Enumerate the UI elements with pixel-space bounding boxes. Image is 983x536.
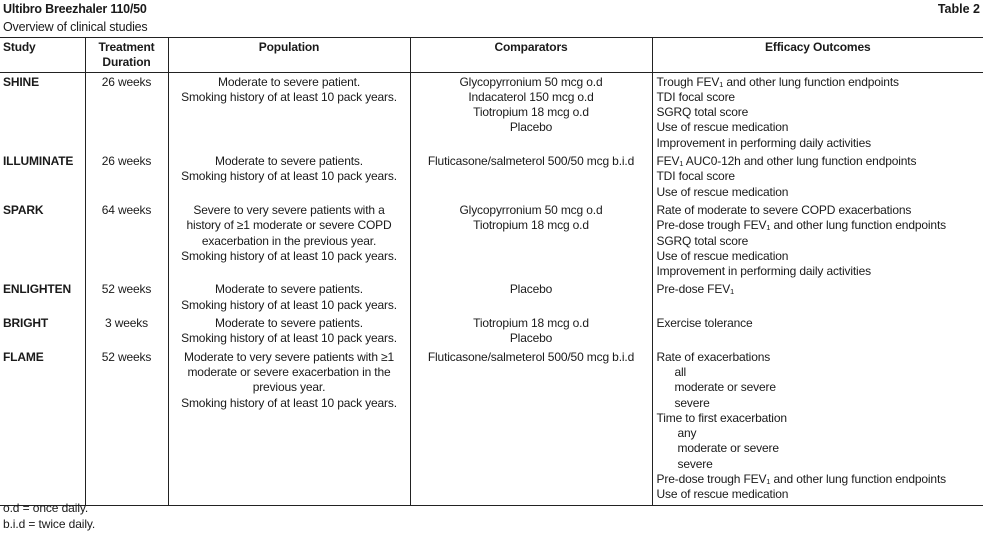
- population-line: Moderate to severe patient.: [217, 74, 361, 89]
- table-row: [0, 152, 983, 201]
- outcome-line: SGRQ total score: [656, 233, 749, 248]
- table-header-row: [0, 38, 983, 73]
- cell-comparators: [410, 280, 652, 314]
- comparator-line: Glycopyrronium 50 mcg o.d: [459, 202, 603, 217]
- comparator-line: Tiotropium 18 mcg o.d: [473, 105, 589, 120]
- document-title: Ultibro Breezhaler 110/50: [3, 2, 147, 16]
- population-line: Smoking history of at least 10 pack years.: [181, 297, 397, 312]
- table-row: [0, 280, 983, 314]
- cell-duration: 3 weeks: [85, 314, 168, 348]
- column-header-duration-line2: Duration: [102, 55, 151, 70]
- outcome-line: Rate of moderate to severe COPD exacerbations: [656, 202, 912, 217]
- comparator-line: Placebo: [509, 282, 553, 297]
- population-line: Smoking history of at least 10 pack years.: [181, 89, 397, 104]
- outcome-line: Improvement in performing daily activities: [656, 264, 871, 279]
- cell-population: [168, 72, 410, 152]
- clinical-studies-table: [0, 37, 983, 506]
- column-header-population: Population: [168, 38, 410, 73]
- comparator-line: Tiotropium 18 mcg o.d: [473, 316, 589, 331]
- population-line: Severe to very severe patients with a: [193, 202, 385, 217]
- cell-duration: 52 weeks: [85, 280, 168, 314]
- outcome-line: Improvement in performing daily activities: [656, 135, 871, 150]
- cell-duration: 52 weeks: [85, 348, 168, 505]
- table-row: [0, 201, 983, 280]
- column-header-outcomes: Efficacy Outcomes: [652, 38, 983, 73]
- outcome-line: Rate of exacerbations: [656, 349, 771, 364]
- outcome-line: Use of rescue medication: [656, 248, 789, 263]
- comparator-line: Tiotropium 18 mcg o.d: [473, 218, 589, 233]
- cell-population: [168, 348, 410, 505]
- outcome-line: any: [677, 426, 697, 441]
- outcome-line: Use of rescue medication: [656, 487, 789, 502]
- outcome-line: SGRQ total score: [656, 105, 749, 120]
- outcome-line: TDI focal score: [656, 89, 735, 104]
- table-row: [0, 314, 983, 348]
- cell-comparators: [410, 314, 652, 348]
- comparator-line: Placebo: [509, 120, 553, 135]
- comparator-line: Fluticasone/salmeterol 500/50 mcg b.i.d: [427, 349, 635, 364]
- cell-study: ENLIGHTEN: [0, 280, 85, 314]
- cell-comparators: [410, 348, 652, 505]
- cell-duration: 26 weeks: [85, 152, 168, 201]
- outcome-line: Trough FEV₁ and other lung function endpoints: [656, 74, 899, 89]
- table-row: [0, 348, 983, 505]
- population-line: Moderate to severe patients.: [215, 154, 363, 169]
- outcome-line: Pre-dose trough FEV₁ and other lung function endpoints: [656, 472, 946, 487]
- population-line: previous year.: [252, 380, 326, 395]
- outcome-line: FEV₁ AUC0-12h and other lung function endpoints: [656, 154, 917, 169]
- outcome-line: Pre-dose FEV₁: [656, 282, 734, 297]
- table-body: [0, 72, 983, 505]
- outcome-line: Use of rescue medication: [656, 120, 789, 135]
- population-line: Smoking history of at least 10 pack years.: [181, 248, 397, 263]
- cell-outcomes: [652, 314, 983, 348]
- table-number: Table 2: [937, 2, 980, 16]
- population-line: moderate or severe exacerbation in the: [187, 364, 391, 379]
- cell-study: ILLUMINATE: [0, 152, 85, 201]
- outcome-line: severe: [674, 395, 710, 410]
- column-header-comparators: Comparators: [410, 38, 652, 73]
- population-line: Moderate to severe patients.: [215, 282, 363, 297]
- cell-duration: 64 weeks: [85, 201, 168, 280]
- comparator-line: Glycopyrronium 50 mcg o.d: [459, 74, 603, 89]
- population-line: Smoking history of at least 10 pack years.: [181, 169, 397, 184]
- outcome-line: moderate or severe: [677, 441, 779, 456]
- outcome-line: all: [674, 364, 687, 379]
- outcome-line: Exercise tolerance: [656, 316, 753, 331]
- cell-outcomes: [652, 280, 983, 314]
- population-line: exacerbation in the previous year.: [201, 233, 377, 248]
- cell-population: [168, 314, 410, 348]
- cell-study: SHINE: [0, 72, 85, 152]
- outcome-line: Pre-dose trough FEV₁ and other lung function endpoints: [656, 218, 946, 233]
- footnotes: [3, 501, 95, 532]
- cell-outcomes: [652, 201, 983, 280]
- cell-outcomes: [652, 348, 983, 505]
- population-line: Moderate to severe patients.: [215, 316, 363, 331]
- cell-comparators: [410, 152, 652, 201]
- comparator-line: Placebo: [509, 331, 553, 346]
- cell-population: [168, 280, 410, 314]
- column-header-duration-line1: Treatment: [98, 40, 155, 54]
- population-line: Smoking history of at least 10 pack years.: [181, 395, 397, 410]
- outcome-line: moderate or severe: [674, 380, 776, 395]
- table-row: [0, 72, 983, 152]
- population-line: Moderate to very severe patients with ≥1: [183, 349, 395, 364]
- comparator-line: Fluticasone/salmeterol 500/50 mcg b.i.d: [427, 154, 635, 169]
- document-header: [3, 2, 980, 18]
- table-caption: Overview of clinical studies: [3, 20, 148, 34]
- cell-outcomes: [652, 152, 983, 201]
- cell-population: [168, 152, 410, 201]
- population-line: Smoking history of at least 10 pack years.: [181, 331, 397, 346]
- outcome-line: Use of rescue medication: [656, 184, 789, 199]
- footnote: b.i.d = twice daily.: [3, 516, 96, 531]
- cell-duration: 26 weeks: [85, 72, 168, 152]
- cell-population: [168, 201, 410, 280]
- outcome-line: severe: [677, 456, 713, 471]
- column-header-duration: [85, 38, 168, 73]
- column-header-study: Study: [0, 38, 85, 73]
- cell-study: FLAME: [0, 348, 85, 505]
- cell-study: BRIGHT: [0, 314, 85, 348]
- cell-comparators: [410, 201, 652, 280]
- outcome-line: TDI focal score: [656, 169, 735, 184]
- outcome-line: Time to first exacerbation: [656, 410, 787, 425]
- footnote: o.d = once daily.: [3, 501, 89, 515]
- population-line: history of ≥1 moderate or severe COPD: [186, 218, 392, 233]
- comparator-line: Indacaterol 150 mcg o.d: [468, 89, 594, 104]
- cell-outcomes: [652, 72, 983, 152]
- cell-study: SPARK: [0, 201, 85, 280]
- cell-comparators: [410, 72, 652, 152]
